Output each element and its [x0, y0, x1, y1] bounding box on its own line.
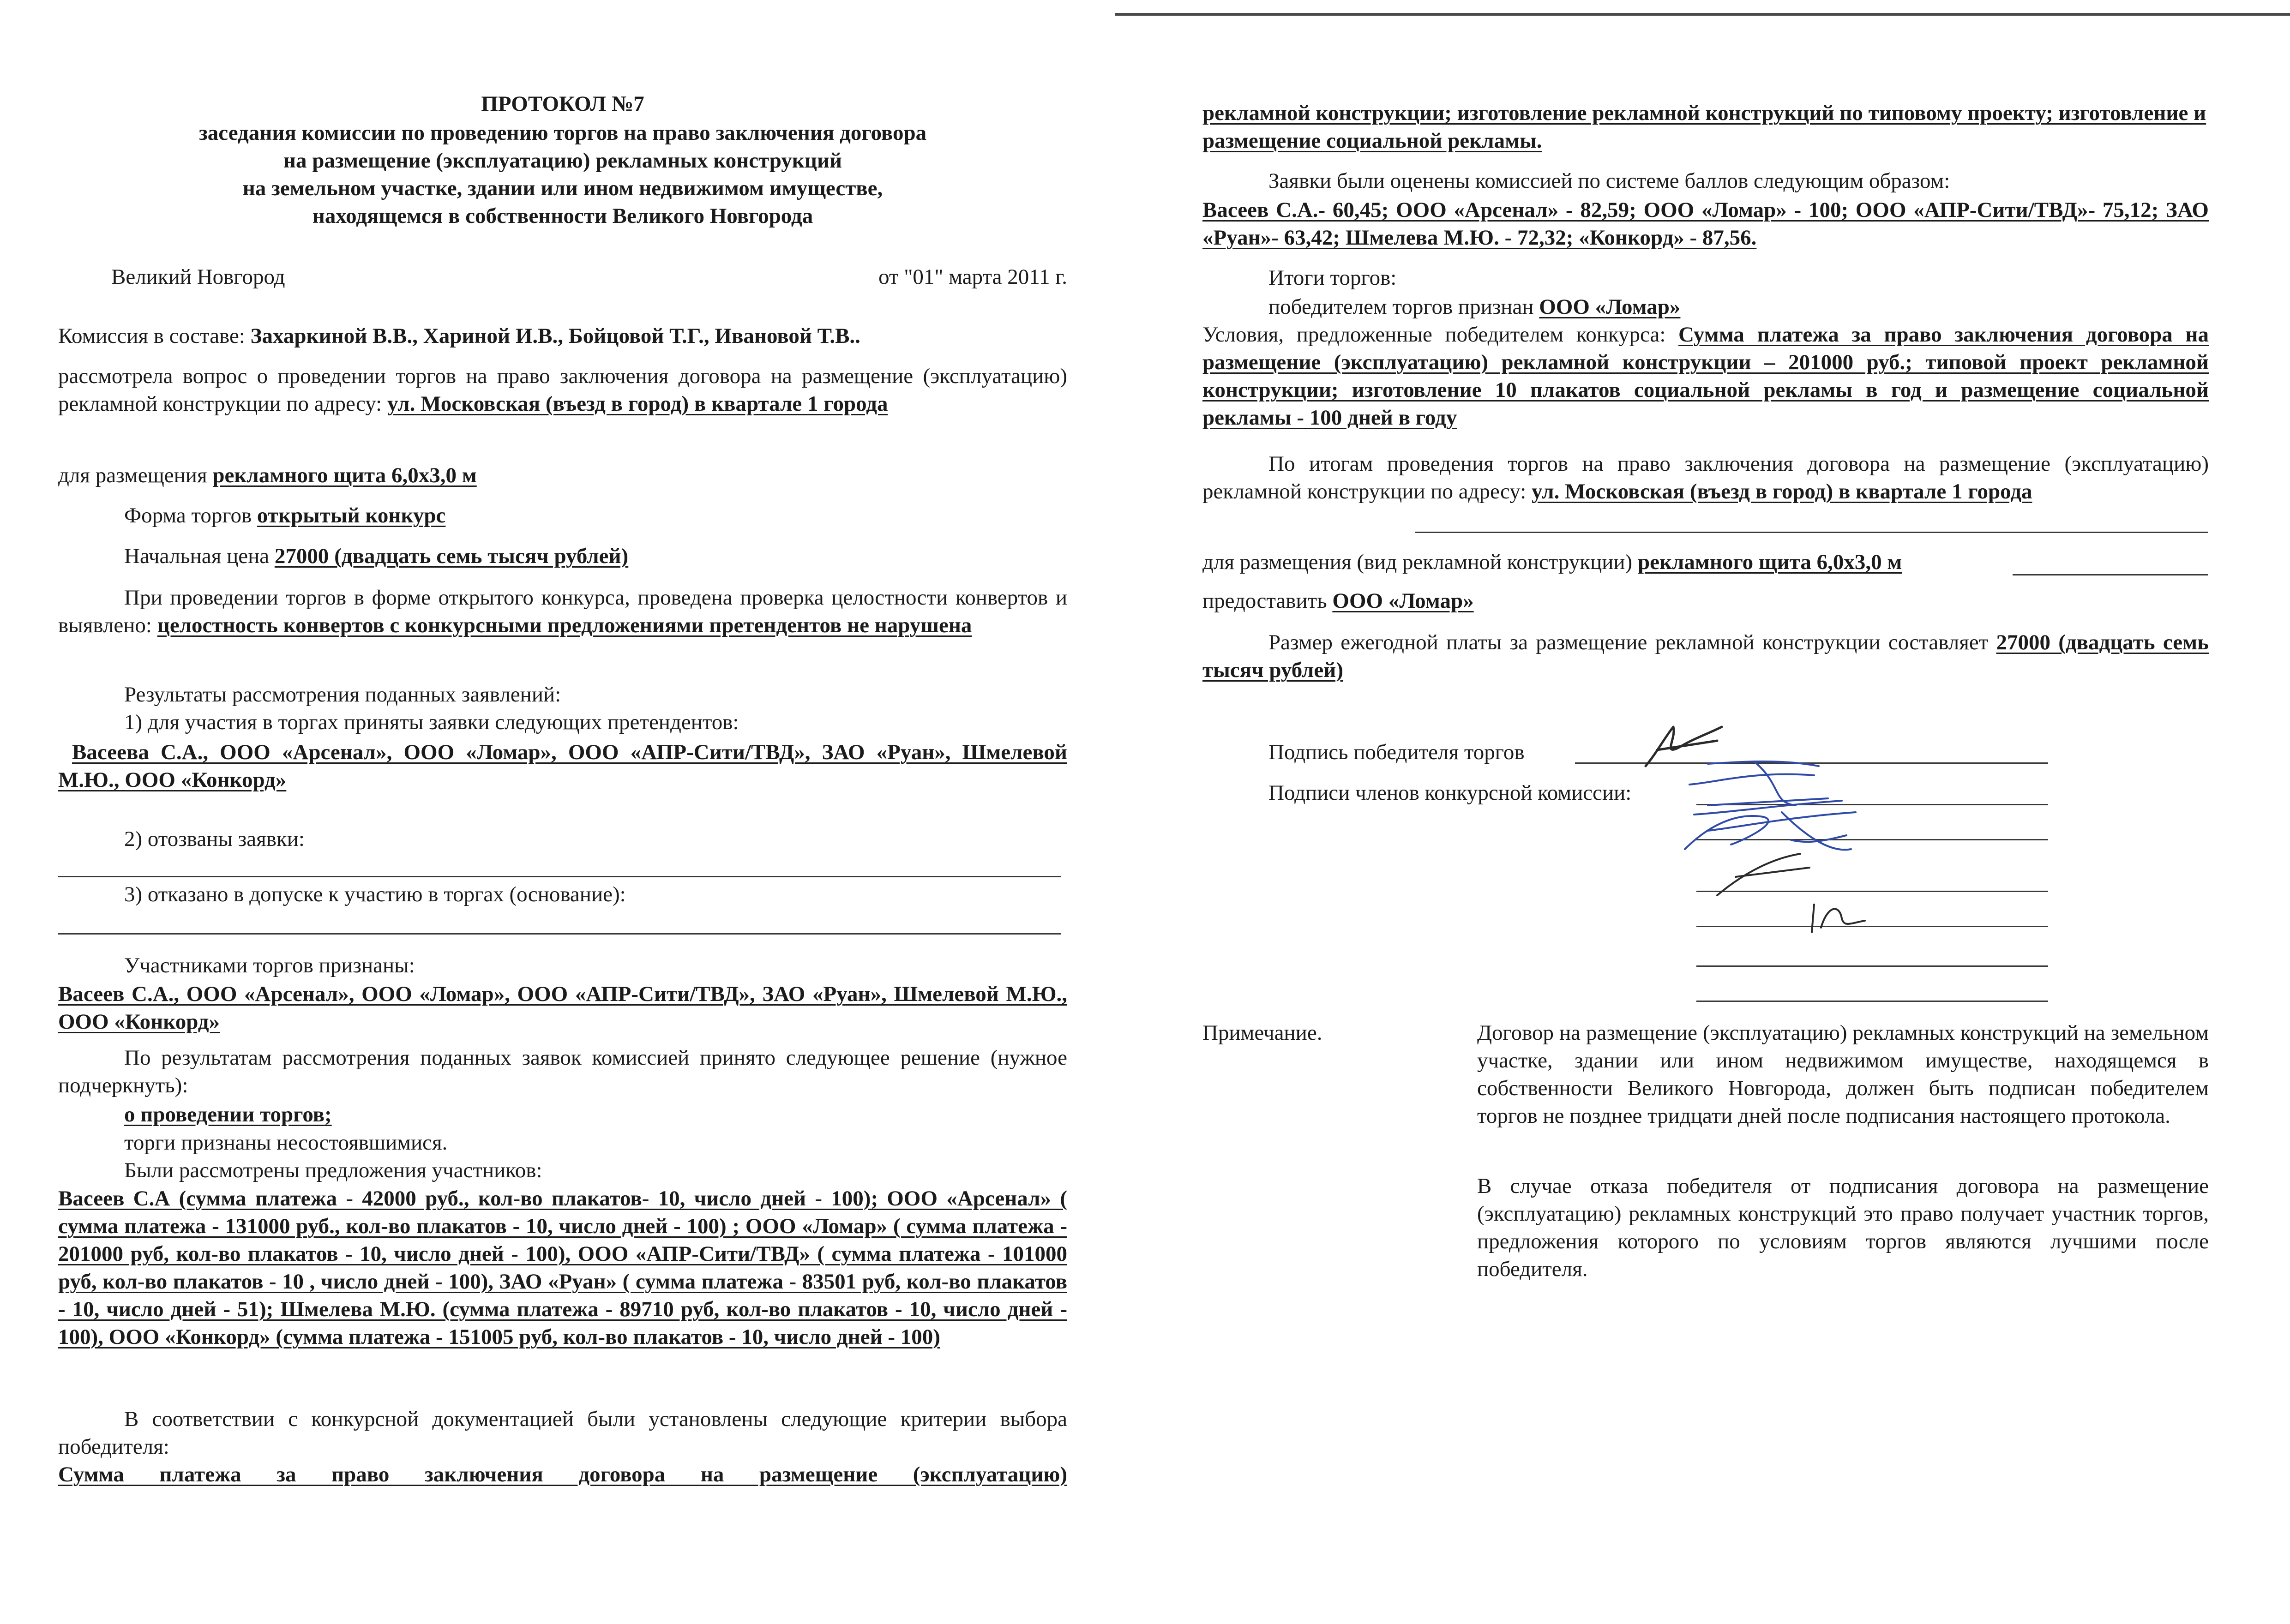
- participants-list: Васеев С.А., ООО «Арсенал», ООО «Ломар», ООО «АПР-Сити/ТВД», ЗАО «Руан», Шмелевой М.Ю., ООО «Конкорд»: [58, 982, 1067, 1034]
- form-label: Форма торгов: [124, 503, 252, 527]
- conditions-label: Условия, предложенные победителем конкурса:: [1202, 323, 1666, 347]
- scores-text: Заявки были оценены комиссией по системе баллов следующим образом:: [1268, 169, 1950, 193]
- final-placement-value: рекламного щита 6,0х3,0 м: [1637, 550, 1902, 574]
- review-address: ул. Московская (въезд в город) в квартале 1 города: [387, 392, 888, 416]
- conditions-value: Сумма платежа за право заключения договора на размещение (эксплуатацию) рекламной конструкции – 201000 руб.; типовой проект рекламной конструкции; изготовление 10 плакатов социальной рекламы в год и размещение социальной рекламы - 100 дней в году: [1202, 323, 2209, 430]
- accepted-list: Васеева С.А., ООО «Арсенал», ООО «Ломар», ООО «АПР-Сити/ТВД», ЗАО «Руан», Шмелевой М.Ю., ООО «Конкорд»: [58, 740, 1067, 792]
- winner-signature-label: Подпись победителя торгов: [1268, 740, 1525, 764]
- grant-label: предоставить: [1202, 589, 1327, 613]
- price-label: Начальная цена: [124, 544, 270, 568]
- winner-signature-mark: [1646, 727, 1722, 766]
- placement-label: для размещения: [58, 463, 207, 487]
- commission-label: Комиссия в составе:: [58, 324, 245, 348]
- note-label: Примечание.: [1202, 1021, 1322, 1045]
- city: Великий Новгород: [111, 265, 285, 289]
- title-line-2: на размещение (эксплуатацию) рекламных конструкций: [283, 149, 842, 173]
- offers-label: Были рассмотрены предложения участников:: [124, 1158, 542, 1182]
- decision-option-2: торги признаны несостоявшимися.: [124, 1131, 448, 1155]
- winner-name: ООО «Ломар»: [1539, 295, 1681, 319]
- note-paragraph-1: Договор на размещение (эксплуатацию) рекламных конструкций на земельном участке, здании или ином недвижимом имуществе, находящемся в собственности Великого Новгорода, должен быть подписан победителем торгов не позднее тридцати дней после подписания настоящего протокола.: [1477, 1021, 2209, 1128]
- title-line-1: заседания комиссии по проведению торгов на право заключения договора: [198, 121, 927, 145]
- price-value: 27000 (двадцать семь тысяч рублей): [274, 544, 629, 568]
- title-line-4: находящемся в собственности Великого Новгорода: [312, 204, 813, 228]
- commission-signature-label: Подписи членов конкурсной комиссии:: [1268, 781, 1632, 805]
- commission-signature-2: [1685, 812, 1856, 850]
- criteria-part-left: Сумма платежа за право заключения договора на размещение (эксплуатацию): [58, 1462, 1067, 1486]
- decision-option-1-text: о проведении торгов;: [124, 1103, 332, 1127]
- placement-value: рекламного щита 6,0х3,0 м: [212, 463, 477, 487]
- fee-value: 27000 (двадцать семь тысяч рублей): [1202, 630, 2209, 682]
- commission-signature-3: [1717, 854, 1809, 895]
- protocol-heading: ПРОТОКОЛ №7: [481, 92, 644, 116]
- note-paragraph-2: В случае отказа победителя от подписания договора на размещение (эксплуатацию) рекламных конструкций это право получает участник торгов, предложения которого по условиям торгов являются лучшими после победителя.: [1477, 1174, 2209, 1281]
- title-line-3: на земельном участке, здании или ином недвижимом имуществе,: [242, 176, 883, 200]
- refused-label: 3) отказано в допуске к участию в торгах (основание):: [124, 882, 626, 906]
- commission-members: Захаркиной В.В., Хариной И.В., Бойцовой Т.Г., Ивановой Т.В..: [250, 324, 860, 348]
- protocol-date: от "01" марта 2011 г.: [878, 265, 1067, 289]
- check-text: При проведении торгов в форме открытого конкурса, проведена проверка целостности конвертов и выявлено:: [58, 586, 1067, 637]
- results-heading: Результаты рассмотрения поданных заявлений:: [124, 683, 561, 707]
- commission-signature-4: [1812, 905, 1865, 932]
- offers-list: Васеев С.А (сумма платежа - 42000 руб., кол-во плакатов- 10, число дней - 100); ООО «Арсенал» ( сумма платежа - 131000 руб., кол-во плакатов - 10, число дней - 100) ; ООО «Ломар» ( сумма платежа - 201000 руб, кол-во плакатов - 10, число дней - 100), ООО «АПР-Сити/ТВД» ( сумма платежа - 101000 руб, кол-во плакатов - 10 , число дней - 100), ЗАО «Руан» ( сумма платежа - 83501 руб, кол-во плакатов - 10, число дней - 51); Шмелева М.Ю. (сумма платежа - 89710 руб, кол-во плакатов - 10, число дней - 100), ООО «Конкорд» (сумма платежа - 151005 руб, кол-во плакатов - 10, число дней - 100): [58, 1187, 1067, 1349]
- scores-value: Васеев С.А.- 60,45; ООО «Арсенал» - 82,59; ООО «Ломар» - 100; ООО «АПР-Сити/ТВД»- 75,12; ЗАО «Руан»- 63,42; Шмелева М.Ю. - 72,32; «Конкорд» - 87,56.: [1202, 198, 2209, 250]
- commission-signature-1: [1689, 761, 1842, 815]
- review-text: рассмотрела вопрос о проведении торгов на право заключения договора на размещение (эксплуатацию) рекламной конструкции по адресу:: [58, 364, 1067, 416]
- withdrawn-label: 2) отозваны заявки:: [124, 827, 305, 851]
- final-address: ул. Московская (въезд в город) в квартале 1 города: [1531, 479, 2032, 503]
- decision-text: По результатам рассмотрения поданных заявок комиссией принято следующее решение (нужное подчеркнуть):: [58, 1046, 1067, 1097]
- outcome-heading: Итоги торгов:: [1268, 266, 1397, 290]
- winner-label: победителем торгов признан: [1268, 295, 1534, 319]
- criteria-text: В соответствии с конкурсной документацией были установлены следующие критерии выбора победителя:: [58, 1407, 1067, 1459]
- participants-label: Участниками торгов признаны:: [124, 953, 415, 977]
- grant-value: ООО «Ломар»: [1332, 589, 1474, 613]
- final-text: По итогам проведения торгов на право заключения договора на размещение (эксплуатацию) рекламной конструкции по адресу:: [1202, 452, 2209, 503]
- final-placement-label: для размещения (вид рекламной конструкции): [1202, 550, 1633, 574]
- accepted-label: 1) для участия в торгах приняты заявки следующих претендентов:: [124, 710, 739, 734]
- criteria-part-right: рекламной конструкции; изготовление рекламной конструкций по типовому проекту; изготовление и размещение социальной рекламы.: [1202, 101, 2206, 153]
- check-result: целостность конвертов с конкурсными предложениями претендентов не нарушена: [157, 613, 972, 637]
- fee-text: Размер ежегодной платы за размещение рекламной конструкции составляет: [1268, 630, 1989, 654]
- form-value: открытый конкурс: [257, 503, 446, 527]
